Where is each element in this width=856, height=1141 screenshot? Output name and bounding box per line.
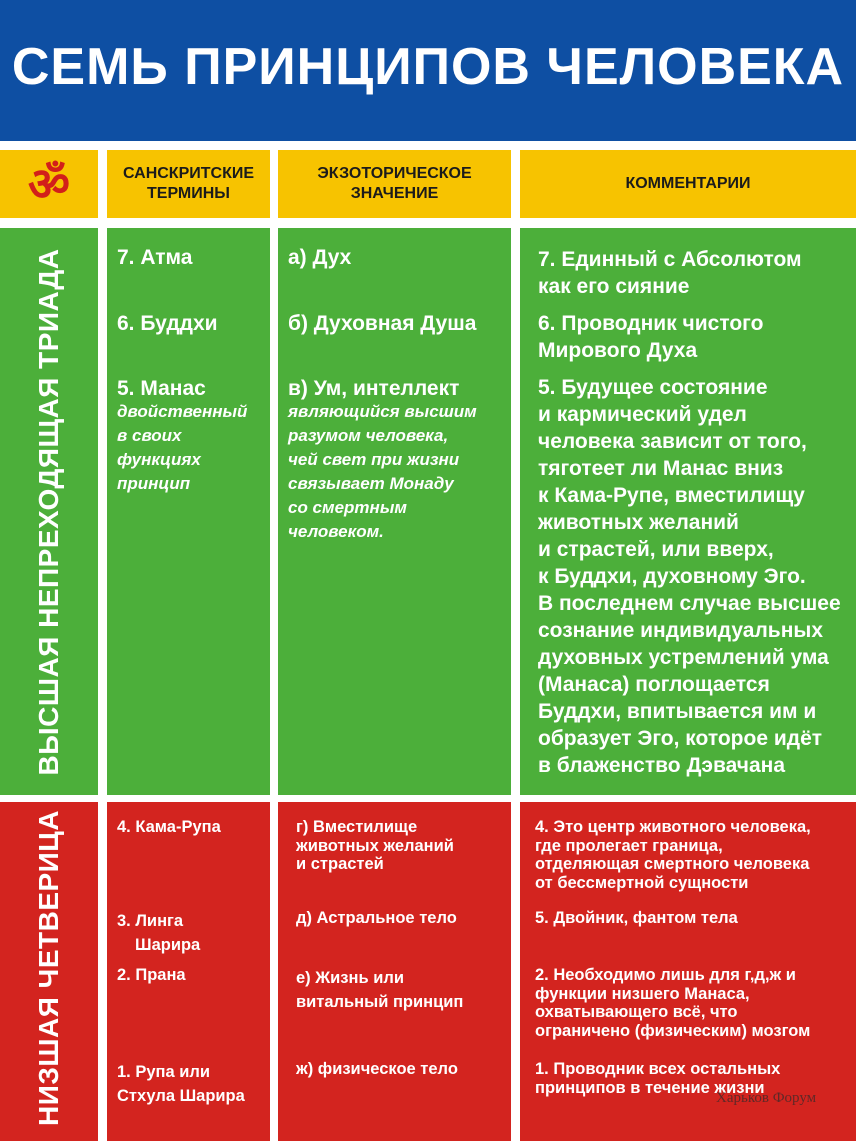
meaning-vital: [296, 966, 463, 1014]
meaning-spiritual-soul: б) Духовная Душа: [288, 312, 477, 335]
meaning-line: и страстей: [296, 855, 384, 873]
comment-line: животных желаний: [538, 511, 739, 534]
comment-line: 5. Будущее состояние: [538, 376, 768, 399]
comment-line: как его сияние: [538, 275, 690, 298]
comment-line: духовных устремлений ума: [538, 646, 829, 669]
watermark: Харьков Форум: [716, 1090, 817, 1106]
header-exoteric-line: ЭКЗОТОРИЧЕСКОЕ: [317, 165, 472, 182]
header-exoteric-line: ЗНАЧЕНИЕ: [350, 185, 439, 202]
lower-exoteric-cell: [278, 802, 511, 1141]
header-sanskrit: [107, 150, 270, 218]
comment-line: и страстей, или вверх,: [538, 538, 774, 561]
term-line: 1. Рупа или: [117, 1063, 211, 1081]
comment-line: в блаженство Дэвачана: [538, 754, 786, 777]
comment-line: отделяющая смертного человека: [535, 855, 810, 873]
lower-sanskrit-cell: [107, 802, 270, 1141]
comment-prana: [535, 966, 810, 1040]
note-line: являющийся высшим: [288, 402, 477, 421]
meaning-line: е) Жизнь или: [296, 969, 404, 987]
note-line: человеком.: [288, 522, 384, 541]
note-line: двойственный: [117, 402, 248, 421]
comment-line: функции низшего Манаса,: [535, 984, 750, 1003]
note-line: связывает Монаду: [288, 474, 454, 493]
higher-comments-cell: [520, 228, 856, 795]
higher-exoteric-cell: [278, 228, 511, 795]
note-line: чей свет при жизни: [288, 450, 460, 469]
comment-line: 6. Проводник чистого: [538, 312, 764, 335]
term-atma: 7. Атма: [117, 246, 193, 269]
comment-line: В последнем случае высшее: [538, 592, 841, 615]
meaning-mind-note: [288, 400, 477, 544]
comment-buddhi: [538, 310, 763, 364]
lower-quaternary-label: НИЗШАЯ ЧЕТВЕРИЦА: [33, 810, 64, 1126]
header-sanskrit-line: ТЕРМИНЫ: [147, 185, 230, 202]
comment-line: охватывающего всё, что: [535, 1003, 738, 1021]
page-title: СЕМЬ ПРИНЦИПОВ ЧЕЛОВЕКА: [11, 37, 845, 96]
comment-line: сознание индивидуальных: [538, 619, 824, 642]
comment-line: ограничено (физическим) мозгом: [535, 1021, 811, 1040]
comment-atma: [538, 246, 802, 300]
term-line: 3. Линга: [117, 912, 184, 930]
higher-triad-label-cell: [0, 228, 98, 795]
meaning-astral-body: д) Астральное тело: [296, 909, 457, 927]
meaning-spirit: а) Дух: [288, 246, 352, 269]
term-prana: 2. Прана: [117, 966, 186, 984]
meaning-vessel: [296, 818, 454, 874]
comment-line: Мирового Духа: [538, 339, 698, 362]
comment-line: где пролегает граница,: [535, 836, 723, 855]
comment-line: к Буддхи, духовному Эго.: [538, 565, 806, 588]
title-banner: [0, 0, 856, 141]
note-line: в своих: [117, 426, 182, 445]
term-linga-sharira: [117, 909, 200, 957]
comment-line: к Кама-Рупе, вместилищу: [538, 484, 805, 507]
header-comments: [520, 150, 856, 218]
comment-kama-rupa: [535, 818, 811, 892]
comment-line: тяготеет ли Манас вниз: [538, 457, 784, 480]
lower-quaternary-label-cell: [0, 802, 98, 1141]
meaning-physical-body: ж) физическое тело: [296, 1060, 458, 1078]
comment-manas: [538, 374, 841, 779]
comment-line: 7. Единный с Абсолютом: [538, 248, 802, 271]
comment-line: человека зависит от того,: [538, 430, 807, 453]
lower-comments-cell: [520, 802, 856, 1141]
note-line: функциях: [117, 450, 201, 469]
note-line: разумом человека,: [288, 426, 449, 445]
term-line: Стхула Шарира: [117, 1087, 245, 1105]
om-icon: ॐ: [28, 158, 70, 210]
comment-line: 4. Это центр животного человека,: [535, 818, 811, 836]
higher-sanskrit-cell: [107, 228, 270, 795]
higher-triad-label: ВЫСШАЯ НЕПРЕХОДЯЩАЯ ТРИАДА: [33, 248, 64, 776]
comment-line: принципов в течение жизни: [535, 1078, 765, 1097]
meaning-line: г) Вместилище: [296, 818, 418, 836]
term-buddhi: 6. Буддхи: [117, 312, 218, 335]
meaning-line: витальный принцип: [296, 993, 464, 1011]
term-kama-rupa: 4. Кама-Рупа: [117, 818, 221, 836]
term-manas: 5. Манас: [117, 377, 206, 400]
comment-line: и кармический удел: [538, 403, 747, 426]
comment-line: образует Эго, которое идёт: [538, 727, 823, 750]
comment-line: 2. Необходимо лишь для г,д,ж и: [535, 966, 796, 984]
header-sanskrit-line: САНСКРИТСКИЕ: [122, 165, 255, 182]
comment-line: 1. Проводник всех остальных: [535, 1060, 781, 1078]
header-exoteric: [278, 150, 511, 218]
note-line: со смертным: [288, 498, 407, 517]
meaning-mind: в) Ум, интеллект: [288, 377, 460, 400]
term-rupa: [117, 1060, 245, 1108]
meaning-line: животных желаний: [296, 836, 454, 855]
term-manas-note: [117, 400, 247, 496]
om-symbol-cell: [0, 150, 98, 218]
comment-linga: 5. Двойник, фантом тела: [535, 909, 738, 927]
comment-line: (Манаса) поглощается: [538, 673, 770, 696]
note-line: принцип: [117, 474, 191, 493]
comment-line: Буддхи, впитывается им и: [538, 700, 817, 723]
header-comments-label: КОММЕНТАРИИ: [625, 175, 751, 192]
term-line: Шарира: [135, 936, 201, 954]
comment-line: от бессмертной сущности: [535, 873, 749, 892]
